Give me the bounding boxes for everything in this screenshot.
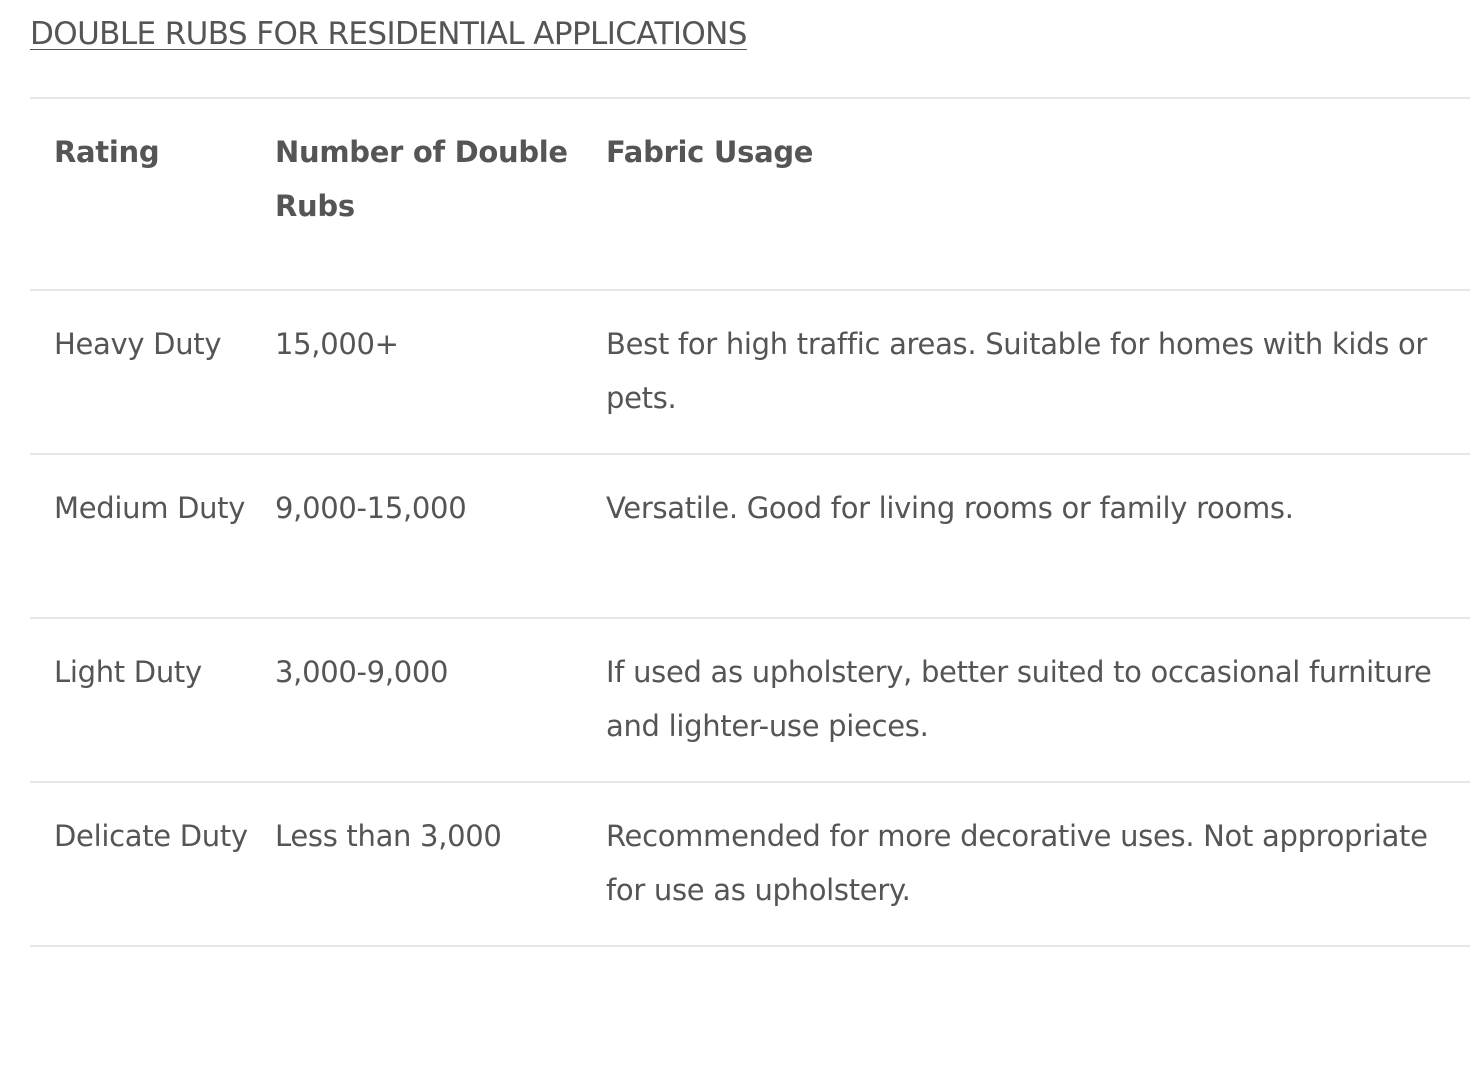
cell-rating: Heavy Duty [30,290,251,454]
table-row [30,782,1470,946]
table-header-row [30,98,1470,290]
cell-rating: Delicate Duty [30,782,251,946]
cell-rating: Light Duty [30,618,251,782]
table-row [30,454,1470,618]
cell-fabric-usage: Recommended for more decorative uses. Not appropriate for use as upholstery. [582,782,1470,946]
cell-double-rubs: 9,000-15,000 [251,454,582,618]
cell-fabric-usage: Best for high traffic areas. Suitable for homes with kids or pets. [582,290,1470,454]
table-row [30,618,1470,782]
cell-rating: Medium Duty [30,454,251,618]
header-rating: Rating [30,98,251,290]
header-double-rubs: Number of Double Rubs [251,98,582,290]
cell-double-rubs: 15,000+ [251,290,582,454]
cell-fabric-usage: Versatile. Good for living rooms or family rooms. [582,454,1470,618]
table-row [30,290,1470,454]
header-fabric-usage: Fabric Usage [582,98,1470,290]
section-heading: DOUBLE RUBS FOR RESIDENTIAL APPLICATIONS [30,16,747,52]
cell-double-rubs: Less than 3,000 [251,782,582,946]
cell-fabric-usage: If used as upholstery, better suited to occasional furniture and lighter-use pieces. [582,618,1470,782]
cell-double-rubs: 3,000-9,000 [251,618,582,782]
double-rubs-table [30,97,1470,947]
